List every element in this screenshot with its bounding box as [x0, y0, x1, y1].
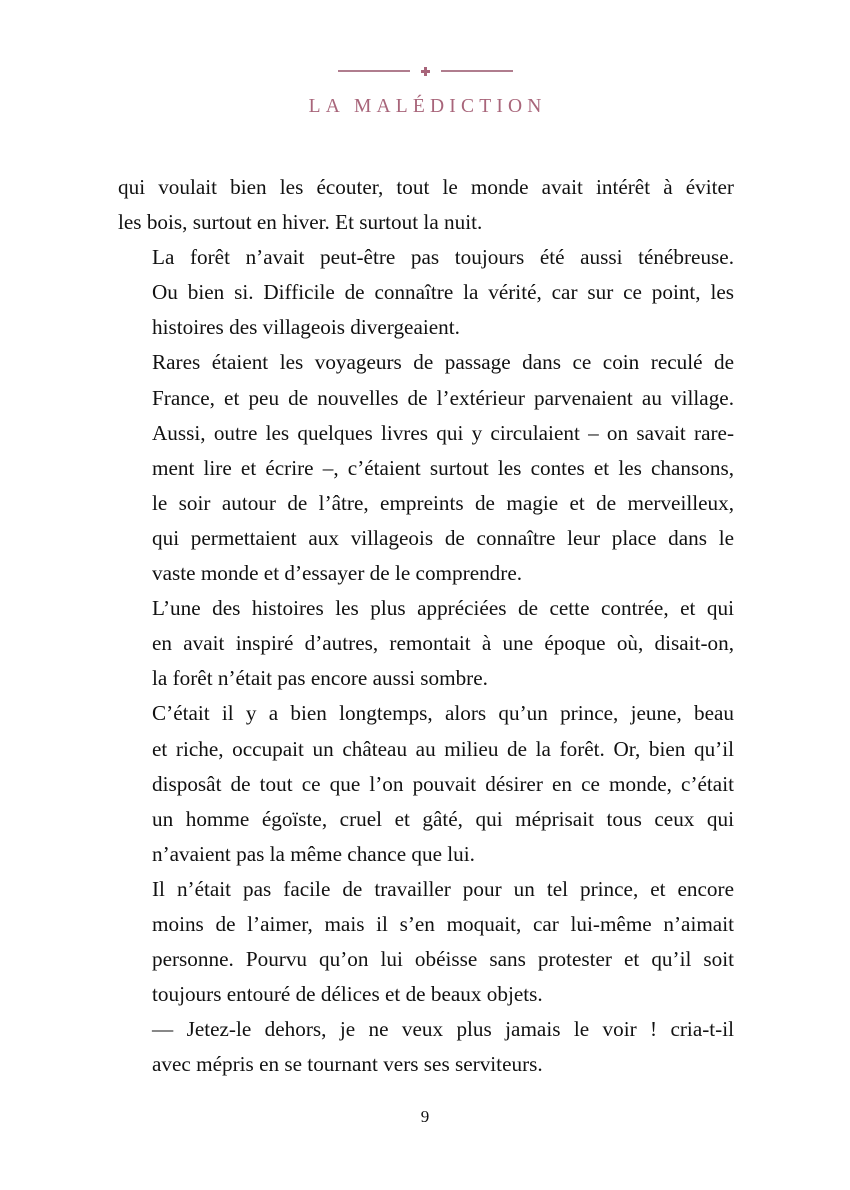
body-paragraph: [118, 696, 734, 871]
text-line: C’était il y a bien longtemps, alors qu’un prince, jeune, beau: [152, 701, 734, 726]
text-line: moins de l’aimer, mais il s’en moquait, car lui-même n’aimait: [152, 911, 734, 936]
text-line: Ou bien si. Difficile de connaître la vérité, car sur ce point, les: [152, 280, 734, 305]
body-paragraph: [118, 170, 734, 240]
diamond-icon: [421, 67, 430, 76]
text-line: le soir autour de l’âtre, empreints de magie et de merveilleux,: [152, 490, 734, 515]
text-line: Rares étaient les voyageurs de passage dans ce coin reculé de: [152, 350, 734, 375]
text-line: Aussi, outre les quelques livres qui y circulaient – on savait rare-: [152, 420, 734, 445]
ornament-rule-left: [338, 70, 410, 72]
text-line: personne. Pourvu qu’on lui obéisse sans protester et qu’il soit: [152, 947, 734, 972]
text-line: en avait inspiré d’autres, remontait à une époque où, disait-on,: [152, 631, 734, 656]
body-paragraph: [118, 240, 734, 345]
text-line: vaste monde et d’essayer de le comprendre.: [152, 561, 523, 586]
text-line: Il n’était pas facile de travailler pour un tel prince, et encore: [152, 876, 734, 901]
ornament-rule-right: [441, 70, 513, 72]
text-line: L’une des histoires les plus appréciées de cette contrée, et qui: [152, 596, 734, 621]
text-line: un homme égoïste, cruel et gâté, qui méprisait tous ceux qui: [152, 806, 734, 831]
body-paragraph: [118, 345, 734, 591]
text-line: n’avaient pas la même chance que lui.: [152, 841, 475, 866]
body-paragraph: [118, 591, 734, 696]
body-text-column: [118, 170, 734, 1082]
text-line: qui voulait bien les écouter, tout le monde avait intérêt à éviter: [118, 175, 734, 199]
text-line: et riche, occupait un château au milieu de la forêt. Or, bien qu’il: [152, 736, 734, 761]
text-line: la forêt n’était pas encore aussi sombre.: [152, 666, 488, 691]
text-line: histoires des villageois divergeaient.: [152, 315, 460, 340]
text-line: ment lire et écrire –, c’étaient surtout les contes et les chansons,: [152, 455, 734, 480]
text-line: France, et peu de nouvelles de l’extérieur parvenaient au village.: [152, 385, 734, 410]
running-head-block: [0, 62, 850, 117]
body-paragraph: [118, 872, 734, 1012]
running-head-title: LA MALÉDICTION: [308, 96, 547, 117]
page-number: 9: [420, 1107, 430, 1126]
text-line: — Jetez-le dehors, je ne veux plus jamais le voir ! cria-t-il: [152, 1017, 734, 1042]
text-line: qui permettaient aux villageois de connaître leur place dans le: [152, 525, 734, 550]
diamond-rule-ornament: [0, 62, 850, 80]
text-line: les bois, surtout en hiver. Et surtout la nuit.: [118, 210, 483, 235]
body-paragraph: [118, 1012, 734, 1082]
text-line: toujours entouré de délices et de beaux objets.: [152, 982, 543, 1007]
text-line: disposât de tout ce que l’on pouvait désirer en ce monde, c’était: [152, 771, 734, 796]
text-line: La forêt n’avait peut-être pas toujours été aussi ténébreuse.: [152, 245, 734, 270]
text-line: avec mépris en se tournant vers ses serviteurs.: [152, 1052, 543, 1077]
